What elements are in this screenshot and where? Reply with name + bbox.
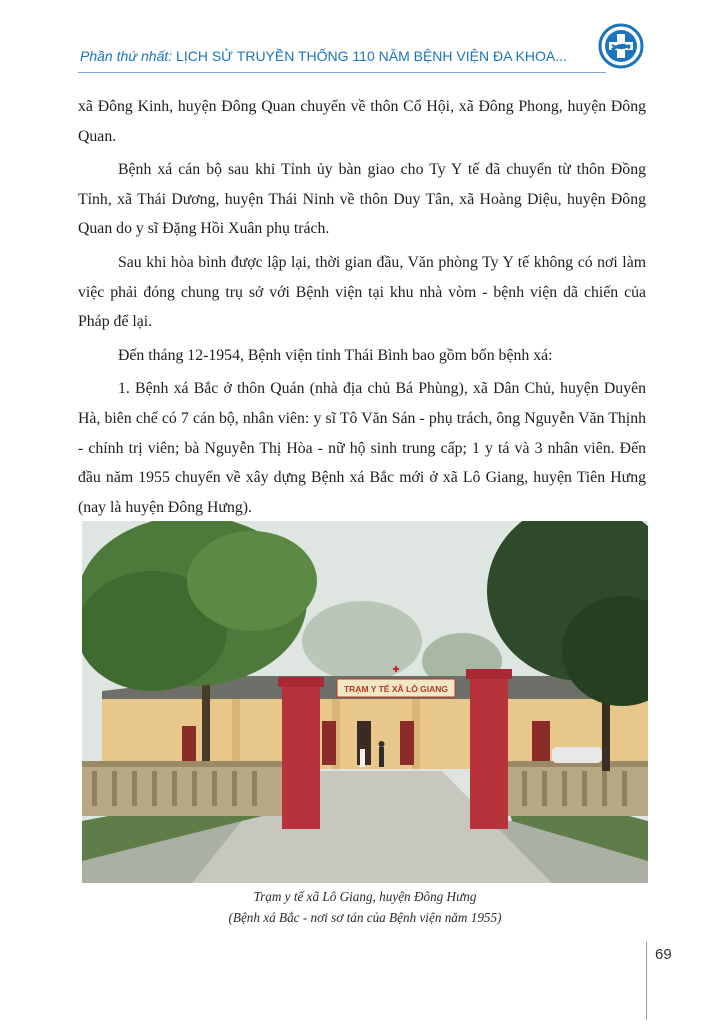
body-text xyxy=(78,92,646,526)
header-section-label: Phần thứ nhất: xyxy=(80,48,173,64)
paragraph: 1. Bệnh xá Bắc ở thôn Quán (nhà địa chủ Bá Phùng), xã Dân Chủ, huyện Duyên Hà, biên chế có 7 cán bộ, nhân viên: y sĩ Tô Văn Sán - phụ trách, ông Nguyễn Văn Thịnh - chính trị viên; bà Nguyễn Thị Hòa - nữ hộ sinh trung cấp; 1 y tá và 3 nhân viên. Đến đầu năm 1955 chuyển về xây dựng Bệnh xá Bắc mới ở xã Lô Giang, huyện Tiên Hưng (nay là huyện Đông Hưng). xyxy=(78,380,646,516)
paragraph: Sau khi hòa bình được lập lại, thời gian đầu, Văn phòng Ty Y tế không có nơi làm việc phải đóng chung trụ sở với Bệnh viện tại khu nhà vòm - bệnh viện dã chiến của Pháp để lại. xyxy=(78,253,646,331)
paragraph: xã Đông Kinh, huyện Đông Quan chuyển về thôn Cổ Hội, xã Đông Phong, huyện Đông Quan. xyxy=(78,98,646,145)
header-rule xyxy=(78,72,606,73)
photo-caption xyxy=(82,886,648,928)
header-title: LỊCH SỬ TRUYỀN THỐNG 110 NĂM BỆNH VIỆN ĐA KHOA... xyxy=(172,48,567,64)
running-header xyxy=(80,48,600,72)
clinic-photo xyxy=(82,521,648,883)
paragraph: Bệnh xá cán bộ sau khi Tỉnh ủy bàn giao cho Ty Y tế đã chuyển từ thôn Đồng Tỉnh, xã Thái Dương, huyện Thái Ninh về thôn Duy Tân, xã Hoàng Diệu, huyện Đông Quan do y sĩ Đặng Hồi Xuân phụ trách. xyxy=(78,161,646,238)
paragraph: Đến tháng 12-1954, Bệnh viện tỉnh Thái Bình bao gồm bốn bệnh xá: xyxy=(118,346,553,364)
hospital-logo-icon xyxy=(598,23,644,69)
page-number-rule xyxy=(646,942,647,1020)
sign-text: TRẠM Y TẾ XÃ LÔ GIANG xyxy=(343,684,449,694)
caption-line: Trạm y tế xã Lô Giang, huyện Đông Hưng xyxy=(253,889,477,904)
page-number: 69 xyxy=(655,946,672,963)
caption-line: (Bệnh xá Bắc - nơi sơ tán của Bệnh viện năm 1955) xyxy=(228,910,502,925)
